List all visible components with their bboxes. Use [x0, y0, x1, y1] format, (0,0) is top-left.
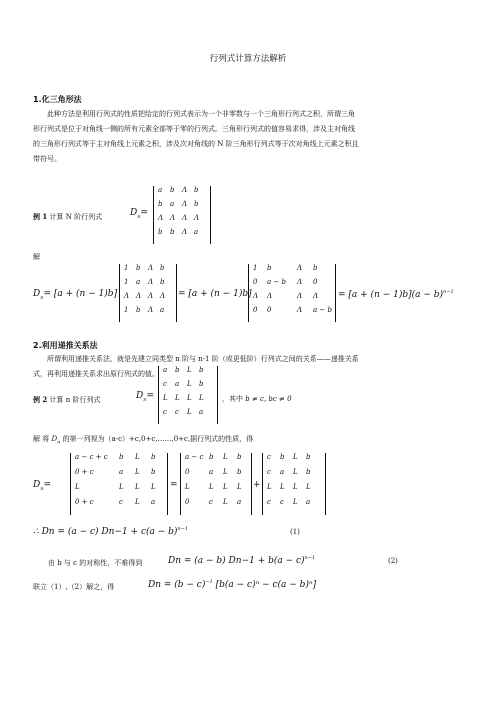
matrix-7 — [262, 453, 326, 515]
matrix-cell: c — [209, 498, 213, 506]
matrix-cell: Λ — [313, 292, 319, 300]
equation-3 — [148, 579, 316, 590]
matrix-cell: b — [267, 264, 272, 272]
matrix-cell: Λ — [182, 186, 188, 194]
matrix-cell: L — [293, 468, 298, 476]
solution-text-b: 的第一列视为（a-c）+c,0+c,……,0+c,据行列式的性质，得 — [62, 435, 254, 443]
matrix-4 — [158, 366, 218, 424]
matrix-cell: L — [75, 483, 80, 491]
result-1-text: = [a + (n − 1)b](a − b) — [338, 290, 444, 300]
matrix-cell: 0 + c — [75, 468, 94, 476]
matrix-cell: L — [280, 483, 285, 491]
matrix-cell: L — [135, 498, 140, 506]
matrix-cell: L — [199, 394, 204, 402]
matrix-cell: Λ — [297, 306, 303, 314]
matrix-cell: L — [223, 453, 228, 461]
matrix-cell: b — [158, 200, 163, 208]
matrix-cell: c — [267, 468, 271, 476]
equation-1-exp: n−1 — [177, 526, 189, 532]
matrix-cell: 1 — [124, 278, 129, 286]
matrix-cell: a — [175, 380, 180, 388]
matrix-cell: c — [267, 453, 271, 461]
matrix-3 — [248, 264, 336, 322]
matrix-cell: a — [158, 186, 163, 194]
matrix-cell: b — [306, 468, 311, 476]
matrix-cell: a — [136, 278, 141, 286]
matrix-cell: c — [163, 380, 167, 388]
matrix-cell: b — [136, 306, 141, 314]
matrix-cell: b — [119, 453, 124, 461]
matrix-cell: a — [163, 366, 168, 374]
section-1-paragraph — [33, 107, 473, 167]
matrix-cell: b — [151, 453, 156, 461]
equation-2 — [168, 555, 315, 566]
matrix-cell: Λ — [158, 214, 164, 222]
prefix-factor: [a + (n − 1)b] — [188, 289, 252, 299]
matrix-cell: b — [170, 228, 175, 236]
matrix-cell: 0 — [267, 306, 272, 314]
matrix-cell: Λ — [297, 292, 303, 300]
matrix-cell: 1 — [124, 264, 129, 272]
matrix-cell: 0 — [313, 278, 318, 286]
section-heading-1: 1.化三角形法 — [33, 95, 82, 104]
matrix-cell: b — [194, 186, 199, 194]
matrix-cell: 0 + c — [75, 498, 94, 506]
matrix-cell: Λ — [182, 200, 188, 208]
matrix-cell: b — [199, 380, 204, 388]
matrix-cell: b — [199, 366, 204, 374]
example-1-statement — [33, 209, 102, 225]
matrix-cell: Λ — [136, 292, 142, 300]
matrix-cell: Λ — [297, 264, 303, 272]
matrix-cell: Λ — [160, 292, 166, 300]
matrix-cell: L — [119, 483, 124, 491]
matrix-cell: L — [163, 394, 168, 402]
matrix-cell: L — [185, 483, 190, 491]
matrix-cell: L — [135, 453, 140, 461]
example-text: 计算 n 阶行列式 — [49, 396, 101, 404]
para-line: 带符号。 — [33, 155, 61, 163]
page-title: 行列式计算方法解析 — [209, 54, 287, 64]
para-line: 此种方法是利用行列式的性质把给定的行列式表示为一个非零数与一个三角形行列式之积，所谓三角 — [47, 110, 355, 118]
matrix-cell: a — [306, 498, 311, 506]
symmetry-text: 由 b 与 c 的对称性，不难得到 — [48, 559, 143, 567]
solution-lhs: $D_n= [a + (n - 1)b]$ — [33, 289, 118, 301]
matrix-2 — [119, 264, 177, 322]
matrix-cell: a — [151, 498, 156, 506]
matrix-cell: a — [194, 228, 199, 236]
matrix-cell: 0 — [185, 498, 190, 506]
matrix-cell: L — [135, 468, 140, 476]
matrix-cell: a — [237, 498, 242, 506]
para-line: 式，再利用递推关系求出原行列式的值。 — [33, 370, 159, 378]
matrix-cell: c — [119, 498, 123, 506]
matrix-cell: Λ — [148, 278, 154, 286]
matrix-cell: L — [209, 483, 214, 491]
matrix-cell: 1 — [124, 306, 129, 314]
matrix-cell: L — [187, 380, 192, 388]
matrix-cell: b — [237, 468, 242, 476]
matrix-cell: a — [119, 468, 124, 476]
matrix-cell: a — [160, 306, 165, 314]
matrix-cell: Λ — [297, 278, 303, 286]
example-text: 计算 N 阶行列式 — [49, 213, 103, 221]
matrix-cell: 0 — [253, 278, 258, 286]
matrix-cell: Λ — [148, 264, 154, 272]
matrix-cell: 1 — [253, 264, 258, 272]
equation-1-text: ∴ Dn = (a − c) Dn−1 + c(a − b) — [33, 527, 178, 537]
matrix-cell: L — [306, 483, 311, 491]
matrix-cell: b — [194, 200, 199, 208]
matrix-cell: L — [293, 483, 298, 491]
matrix-cell: a − b — [267, 278, 286, 286]
equation-3-tail: [b(a − c)ⁿ − c(a − b)ⁿ] — [215, 580, 317, 590]
example-2-condition — [222, 392, 292, 407]
equation-1 — [33, 526, 188, 537]
matrix-cell: b — [306, 453, 311, 461]
matrix-cell: L — [223, 498, 228, 506]
matrix-cell: 0 — [185, 468, 190, 476]
matrix-cell: L — [293, 453, 298, 461]
matrix-cell: L — [187, 408, 192, 416]
equation-3-text: Dn = (b − c) — [148, 580, 206, 590]
matrix-cell: L — [223, 468, 228, 476]
matrix-cell: L — [175, 394, 180, 402]
equation-3-exp: −1 — [205, 579, 213, 585]
matrix-cell: Λ — [124, 292, 130, 300]
matrix-cell: b — [237, 453, 242, 461]
solution-2-intro: 解 将 $D_n$ 的第一列视为（a-c）+c,0+c,……,0+c,据行列式的性质，得 — [33, 435, 254, 446]
equation-1-number: (1) — [290, 528, 300, 536]
matrix-cell: b — [175, 366, 180, 374]
matrix-cell: L — [293, 498, 298, 506]
matrix-5 — [70, 453, 168, 515]
matrix-cell: Λ — [194, 214, 200, 222]
result-1 — [338, 289, 454, 300]
matrix-6 — [180, 453, 252, 515]
matrix-cell: L — [223, 483, 228, 491]
equation-2-number: (2) — [388, 557, 398, 565]
condition-text: ，其中 — [222, 395, 243, 403]
para-line: 的三角形行列式等于主对角线上元素之积，涉及次对角线的 N 阶三角形行列式等于次对角线上元素之积且 — [33, 140, 359, 148]
matrix-cell: a — [170, 200, 175, 208]
equals-sign: = — [170, 480, 178, 490]
dn-symbol-3: $D_n=$ — [33, 480, 51, 492]
matrix-cell: a — [280, 468, 285, 476]
matrix-cell: c — [280, 498, 284, 506]
condition-math: b ≠ c, bc ≠ 0 — [245, 395, 292, 403]
matrix-cell: L — [267, 483, 272, 491]
matrix-cell: a − c — [185, 453, 204, 461]
matrix-cell: Λ — [170, 214, 176, 222]
matrix-cell: Λ — [182, 214, 188, 222]
matrix-cell: b — [160, 264, 165, 272]
solution-text-a: 解 将 — [33, 435, 50, 443]
matrix-cell: a − c + c — [75, 453, 108, 461]
example-2-statement — [33, 392, 101, 408]
matrix-cell: c — [163, 408, 167, 416]
joint-text: 联立（1）,（2）解之，得 — [33, 583, 115, 591]
matrix-cell: Λ — [148, 306, 154, 314]
equals-prefix: = [a + (n − 1)b] — [178, 289, 252, 299]
matrix-cell: b — [313, 264, 318, 272]
matrix-cell: c — [175, 408, 179, 416]
matrix-cell: a — [199, 408, 204, 416]
result-1-exp: n−1 — [443, 289, 454, 295]
matrix-cell: L — [187, 394, 192, 402]
matrix-cell: a − b — [313, 306, 332, 314]
matrix-cell: b — [158, 228, 163, 236]
matrix-cell: b — [160, 278, 165, 286]
plus-sign: + — [253, 480, 261, 490]
matrix-cell: b — [209, 453, 214, 461]
section-2-paragraph — [33, 352, 473, 382]
matrix-cell: 0 — [253, 306, 258, 314]
matrix-cell: Λ — [148, 292, 154, 300]
para-line: 所谓利用递推关系法，就是先建立同类型 n 阶与 n-1 阶（或更低阶）行列式之间的关系——递推关系 — [47, 355, 359, 363]
equation-2-exp: n−1 — [304, 555, 316, 561]
section-heading-2: 2.利用递推关系法 — [33, 341, 98, 350]
matrix-cell: Λ — [267, 292, 273, 300]
matrix-cell: a — [209, 468, 214, 476]
solution-label: 解 — [33, 253, 40, 261]
matrix-cell: b — [280, 453, 285, 461]
para-line: 形行列式是位于对角线一侧的所有元素全部等于零的行列式。三角形行列式的值容易求得，涉及主对角线 — [33, 125, 355, 133]
matrix-cell: b — [136, 264, 141, 272]
matrix-cell: c — [267, 498, 271, 506]
matrix-cell: L — [187, 366, 192, 374]
matrix-cell: L — [151, 483, 156, 491]
matrix-1 — [153, 186, 211, 244]
example-label: 例 1 — [33, 212, 48, 221]
equation-2-text: Dn = (a − b) Dn−1 + b(a − c) — [168, 556, 305, 566]
matrix-cell: b — [170, 186, 175, 194]
dn-symbol: $D_n=$ — [130, 208, 148, 220]
dn-symbol-2: $D_n=$ — [136, 391, 154, 403]
matrix-cell: b — [151, 468, 156, 476]
matrix-cell: L — [135, 483, 140, 491]
matrix-cell: L — [237, 483, 242, 491]
matrix-cell: Λ — [253, 292, 259, 300]
example-label: 例 2 — [33, 395, 48, 404]
matrix-cell: Λ — [182, 228, 188, 236]
